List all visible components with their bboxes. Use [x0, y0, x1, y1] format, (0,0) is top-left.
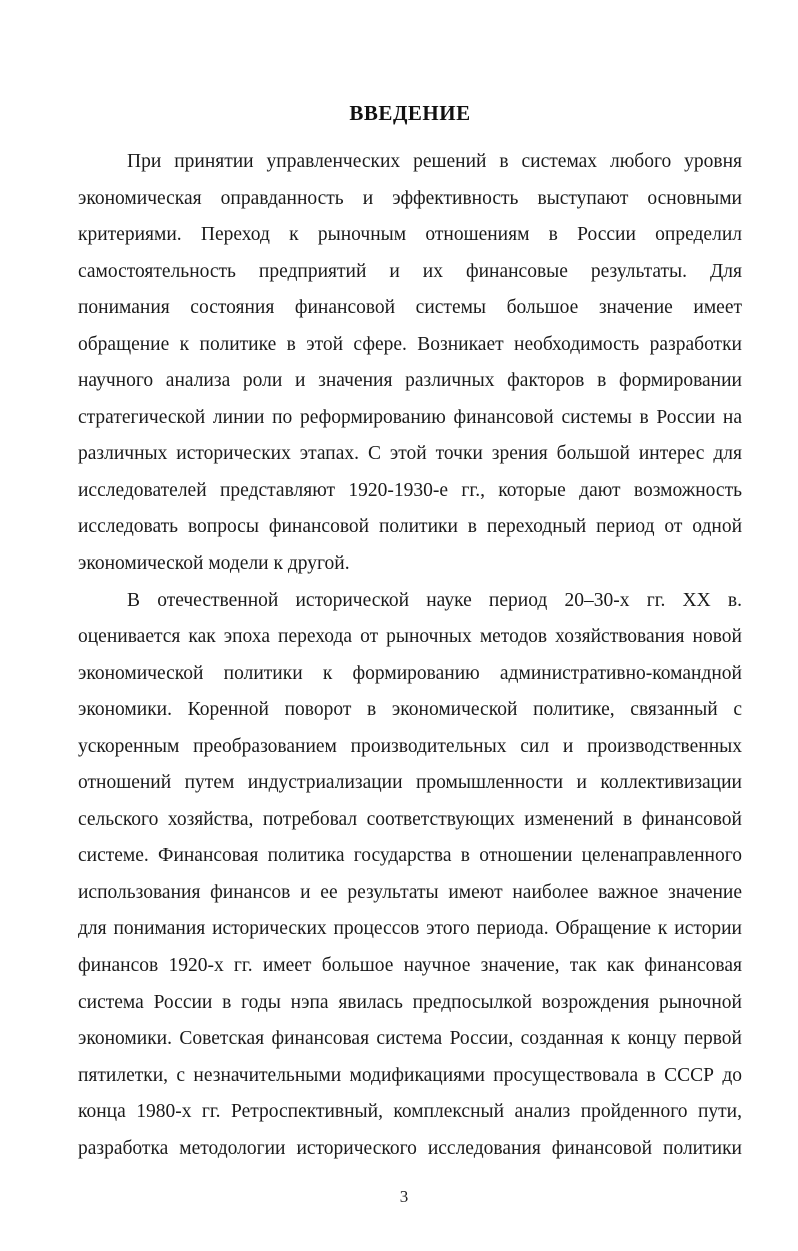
paragraph-line: исследовать вопросы финансовой политики в переходный период от одной [78, 516, 742, 538]
paragraph-line: стратегической линии по реформированию финансовой системы в России на [78, 406, 742, 428]
paragraph-line: различных исторических этапах. С этой точки зрения большой интерес для [78, 443, 742, 465]
paragraph-line: экономической политики к формированию административно-командной [78, 662, 742, 684]
paragraph-line: критериями. Переход к рыночным отношениям в России определил [78, 224, 742, 246]
paragraph-line: исследователей представляют 1920-1930-е гг., которые дают возможность [78, 479, 742, 501]
body-text [78, 144, 742, 1167]
paragraph-line: самостоятельность предприятий и их финансовые результаты. Для [78, 260, 742, 282]
paragraph-line: экономики. Коренной поворот в экономической политике, связанный с [78, 699, 742, 721]
paragraph-line: система России в годы нэпа явилась предпосылкой возрождения рыночной [78, 991, 742, 1013]
paragraph-line: финансов 1920-х гг. имеет большое научное значение, так как финансовая [78, 955, 742, 977]
paragraph-line: оценивается как эпоха перехода от рыночных методов хозяйствования новой [78, 626, 742, 648]
paragraph-line: ускоренным преобразованием производительных сил и производственных [78, 735, 742, 757]
paragraph-line: экономической модели к другой. [78, 553, 350, 575]
page-number: 3 [399, 1187, 409, 1206]
paragraph-line: обращение к политике в этой сфере. Возникает необходимость разработки [78, 333, 742, 355]
paragraph-line: научного анализа роли и значения различных факторов в формировании [78, 370, 742, 392]
paragraph-line: для понимания исторических процессов этого периода. Обращение к истории [78, 918, 742, 940]
paragraph-line: конца 1980-х гг. Ретроспективный, комплексный анализ пройденного пути, [78, 1101, 742, 1123]
paragraph-line: пятилетки, с незначительными модификациями просуществовала в СССР до [78, 1064, 742, 1086]
paragraph-line: использования финансов и ее результаты имеют наиболее важное значение [78, 881, 742, 903]
paragraph-line: понимания состояния финансовой системы большое значение имеет [78, 297, 742, 319]
paragraph-line: экономическая оправданность и эффективность выступают основными [78, 187, 742, 209]
paragraph-line: экономики. Советская финансовая система России, созданная к концу первой [78, 1028, 742, 1050]
paragraph-line: разработка методологии исторического исследования финансовой политики [78, 1137, 742, 1159]
paragraph-line: При принятии управленческих решений в системах любого уровня [127, 151, 742, 172]
paragraph-line: отношений путем индустриализации промышленности и коллективизации [78, 772, 742, 794]
paragraph-line: сельского хозяйства, потребовал соответствующих изменений в финансовой [78, 808, 742, 830]
page-title: ВВЕДЕНИЕ [349, 101, 471, 125]
paragraph-line: системе. Финансовая политика государства в отношении целенаправленного [78, 845, 742, 867]
paragraph-line: В отечественной исторической науке период 20–30-х гг. XX в. [127, 589, 742, 611]
